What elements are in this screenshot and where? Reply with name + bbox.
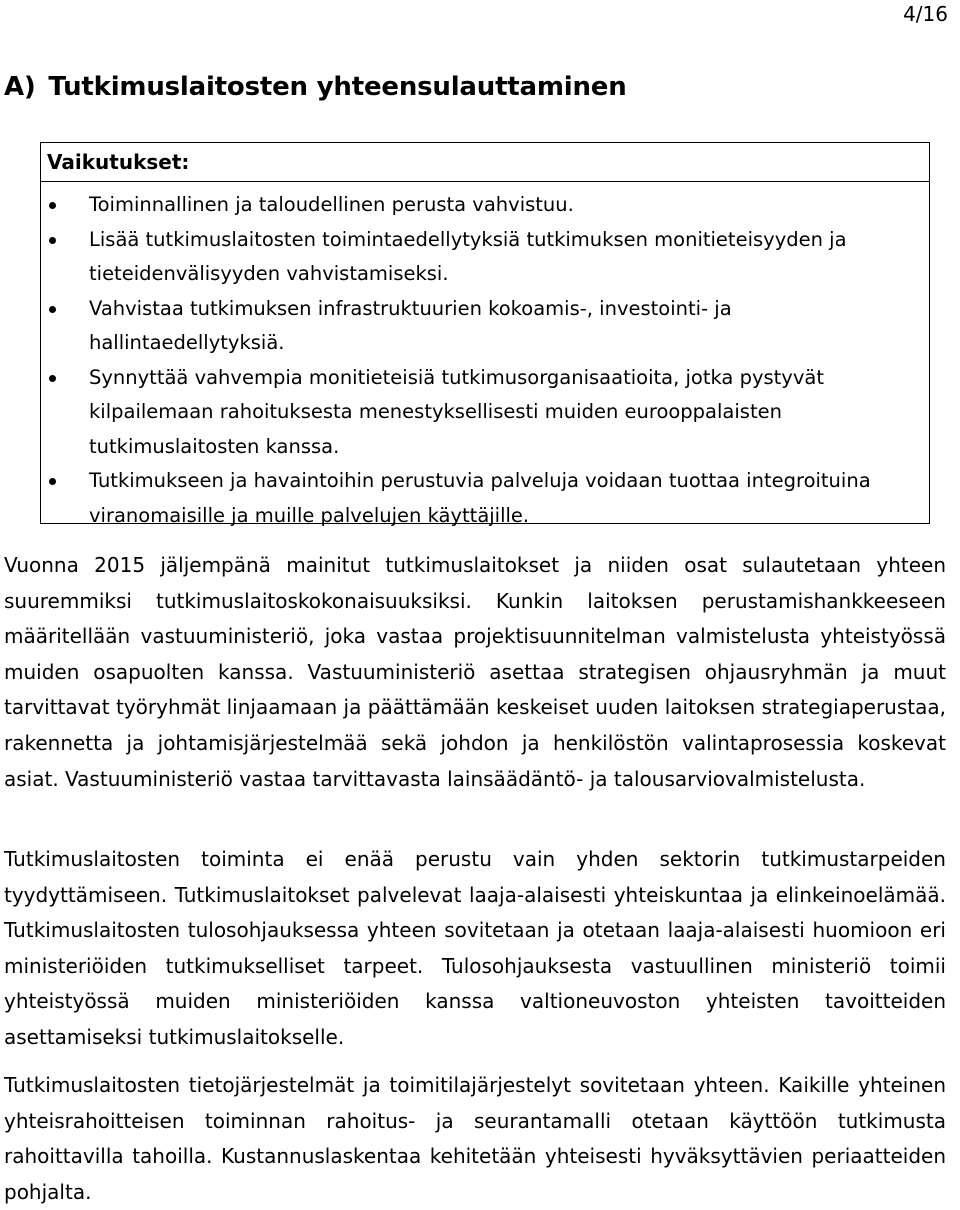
- effects-list-item: [41, 223, 929, 292]
- effects-item-text: Tutkimukseen ja havaintoihin perustuvia palveluja voidaan tuottaa integroituina viranomaisille ja muille palvelujen käyttäjille.: [89, 469, 871, 527]
- effects-item-text: Toiminnallinen ja taloudellinen perusta vahvistuu.: [89, 193, 574, 216]
- bullet-icon: [49, 464, 61, 498]
- bullet-icon: [49, 361, 61, 395]
- page-number: 4/16: [903, 2, 948, 26]
- effects-item-text: Vahvistaa tutkimuksen infrastruktuurien kokoamis-, investointi- ja hallintaedellytyksiä.: [89, 296, 732, 354]
- bullet-icon: [49, 292, 61, 326]
- effects-list: [41, 181, 929, 533]
- effects-item-text: Synnyttää vahvempia monitieteisiä tutkimusorganisaatioita, jotka pystyvät kilpailemaan rahoituksesta menestyksellisesti muiden eurooppalaisten tutkimuslaitosten kanssa.: [89, 365, 824, 458]
- effects-list-item: [41, 188, 929, 223]
- body-paragraph-3: Tutkimuslaitosten tietojärjestelmät ja toimitilajärjestelyt sovitetaan yhteen. Kaikille yhteinen yhteisrahoitteisen toiminnan rahoitus- ja seurantamalli otetaan käyttöön tutkimusta rahoittavilla tahoilla. Kustannuslaskentaa kehitetään yhteisesti hyväksyttävien periaatteiden pohjalta.: [4, 1073, 946, 1204]
- effects-box: [40, 142, 930, 527]
- bullet-icon: [49, 223, 61, 257]
- body-paragraph-1: Vuonna 2015 jäljempänä mainitut tutkimuslaitokset ja niiden osat sulautetaan yhteen suuremmiksi tutkimuslaitoskokonaisuuksiksi. Kunkin laitoksen perustamishankkeeseen määritellään vastuuministeriö, joka vastaa projektisuunnitelman valmistelusta yhteistyössä muiden osapuolten kanssa. Vastuuministeriö asettaa strategisen ohjausryhmän ja muut tarvittavat työryhmät linjaamaan ja päättämään keskeiset uuden laitoksen strategiaperustaa, rakennetta ja johtamisjärjestelmää sekä johdon ja henkilöstön valintaprosessia koskevat asiat. Vastuuministeriö vastaa tarvittavasta lainsäädäntö- ja talousarviovalmistelusta.: [4, 553, 946, 791]
- body-paragraph-2: Tutkimuslaitosten toiminta ei enää perustu vain yhden sektorin tutkimustarpeiden tyydyttämiseen. Tutkimuslaitokset palvelevat laaja-alaisesti yhteiskuntaa ja elinkeinoelämää. Tutkimuslaitosten tulosohjauksessa yhteen sovitetaan ja otetaan laaja-alaisesti huomioon eri ministeriöiden tutkimukselliset tarpeet. Tulosohjauksesta vastuullinen ministeriö toimii yhteistyössä muiden ministeriöiden kanssa valtioneuvoston yhteisten tavoitteiden asettamiseksi tutkimuslaitokselle.: [4, 847, 946, 1049]
- effects-list-item: [41, 292, 929, 361]
- effects-list-item: [41, 464, 929, 533]
- effects-item-text: Lisää tutkimuslaitosten toimintaedellytyksiä tutkimuksen monitieteisyyden ja tieteidenvälisyyden vahvistamiseksi.: [89, 227, 847, 285]
- effects-title: Vaikutukset:: [47, 150, 190, 174]
- section-heading: A) Tutkimuslaitosten yhteensulauttaminen: [4, 72, 627, 102]
- effects-list-item: [41, 361, 929, 465]
- bullet-icon: [49, 188, 61, 222]
